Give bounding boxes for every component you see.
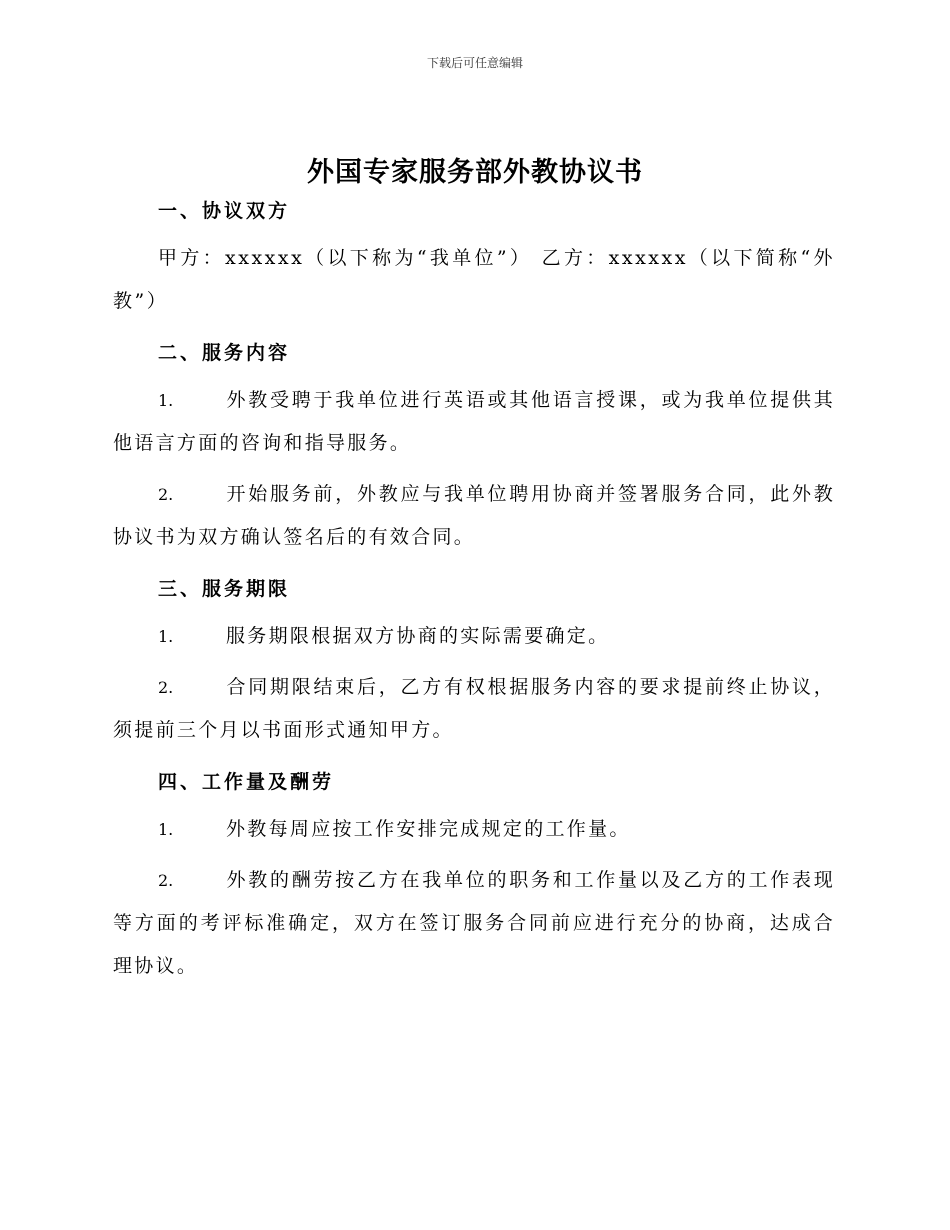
list-item (113, 379, 835, 465)
section-heading: 二、服务内容 (158, 342, 291, 364)
section-workload-remuneration (113, 764, 835, 988)
item-text: 外教受聘于我单位进行英语或其他语言授课，或为我单位提供其他语言方面的咨询和指导服务。 (113, 389, 835, 454)
item-text: 开始服务前，外教应与我单位聘用协商并签署服务合同，此外教协议书为双方确认签名后的有效合同。 (113, 483, 835, 548)
item-text: 服务期限根据双方协商的实际需要确定。 (226, 625, 610, 647)
item-number: 2. (158, 485, 174, 504)
list-item (113, 666, 835, 752)
section-parties (113, 193, 835, 323)
section-heading: 四、工作量及酬劳 (158, 771, 335, 793)
item-text: 外教的酬劳按乙方在我单位的职务和工作量以及乙方的工作表现等方面的考评标准确定，双方在签订服务合同前应进行充分的协商，达成合理协议。 (113, 869, 835, 977)
item-number: 2. (158, 678, 174, 697)
header-note: 下载后可任意编辑 (426, 56, 523, 70)
list-item (113, 615, 835, 658)
item-number: 1. (158, 627, 174, 646)
document-title: 外国专家服务部外教协议书 (307, 157, 643, 188)
section-service-term (113, 571, 835, 752)
section-heading: 一、协议双方 (158, 200, 291, 222)
list-item (113, 808, 835, 851)
item-number: 1. (158, 820, 174, 839)
item-text: 合同期限结束后，乙方有权根据服务内容的要求提前终止协议，须提前三个月以书面形式通知甲方。 (113, 676, 835, 741)
section-heading: 三、服务期限 (158, 578, 291, 600)
item-number: 1. (158, 391, 174, 410)
section-service-content (113, 335, 835, 559)
parties-paragraph: 甲方：xxxxxx（以下称为“我单位”） 乙方：xxxxxx（以下简称“外教”） (113, 247, 835, 312)
list-item (113, 859, 835, 988)
list-item (113, 473, 835, 559)
item-text: 外教每周应按工作安排完成规定的工作量。 (226, 818, 631, 840)
item-number: 2. (158, 871, 174, 890)
document-body (113, 193, 835, 988)
